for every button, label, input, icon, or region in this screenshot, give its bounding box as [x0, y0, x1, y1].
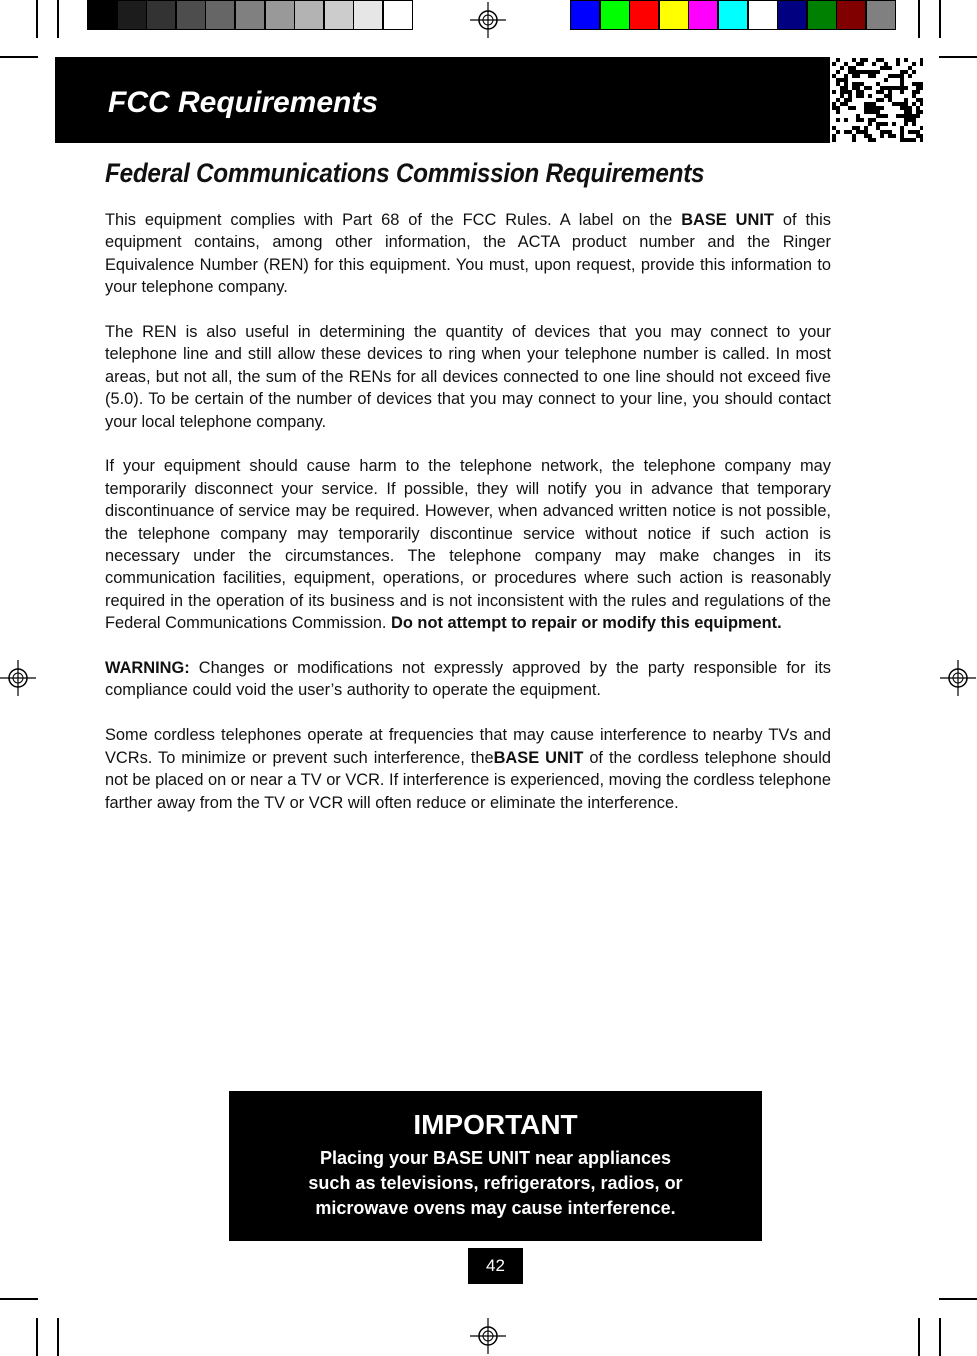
crop-mark: [57, 1318, 59, 1356]
important-notice-box: [229, 1091, 762, 1241]
crop-mark: [939, 1298, 977, 1300]
section-title: Federal Communications Commission Requirements: [105, 158, 705, 188]
color-swatch: [807, 0, 837, 30]
color-swatch: [866, 0, 896, 30]
paragraph-1: This equipment complies with Part 68 of the FCC Rules. A label on the BASE UNIT of this equipment contains, among other information, the ACTA product number and the Ringer Equivalence Number (REN) for this equipment. You must, upon request, provide this information to your telephone company.: [105, 211, 831, 297]
color-swatch: [688, 0, 718, 30]
crop-mark: [939, 56, 977, 58]
color-swatch: [777, 0, 807, 30]
color-swatch: [659, 0, 689, 30]
body-text: [105, 209, 831, 836]
crop-mark: [0, 56, 38, 58]
crop-mark: [36, 0, 38, 38]
crop-mark: [939, 0, 941, 38]
gray-swatch: [205, 0, 235, 30]
color-swatch: [570, 0, 600, 30]
gray-swatch: [146, 0, 176, 30]
important-text: Placing your BASE UNIT near appliances such as televisions, refrigerators, radios, or microwave ovens may cause interference.: [308, 1148, 683, 1218]
crop-mark: [36, 1318, 38, 1356]
crop-mark: [57, 0, 59, 38]
gray-swatch: [117, 0, 147, 30]
crop-mark: [918, 1318, 920, 1356]
gray-swatch: [383, 0, 413, 30]
page-number: 42: [468, 1248, 523, 1284]
paragraph-2: The REN is also useful in determining the quantity of devices that you may connect to your telephone line and still allow these devices to ring when your telephone number is called. In most areas, but not all, the sum of the RENs for all devices connected to one line should not exceed five (5.0). To be certain of the number of devices that you may connect to your line, you should contact your local telephone company.: [105, 323, 831, 431]
color-swatch: [748, 0, 778, 30]
gray-swatch: [235, 0, 265, 30]
color-swatch: [836, 0, 866, 30]
page-title: FCC Requirements: [108, 86, 379, 119]
registration-mark-icon: [470, 1318, 506, 1354]
barcode-icon: [830, 57, 923, 143]
color-swatch: [600, 0, 630, 30]
gray-swatch: [265, 0, 295, 30]
gray-swatch: [294, 0, 324, 30]
crop-mark: [939, 1318, 941, 1356]
color-swatch: [629, 0, 659, 30]
gray-swatch: [176, 0, 206, 30]
gray-swatch: [324, 0, 354, 30]
registration-mark-icon: [0, 660, 36, 696]
gray-swatch: [353, 0, 383, 30]
registration-mark-icon: [940, 660, 976, 696]
color-swatch: [718, 0, 748, 30]
crop-mark: [0, 1298, 38, 1300]
registration-mark-icon: [470, 2, 506, 38]
crop-mark: [918, 0, 920, 38]
paragraph-warning: WARNING: Changes or modifications not expressly approved by the party responsible for its compliance could void the user’s authority to operate the equipment.: [105, 659, 831, 700]
paragraph-5: Some cordless telephones operate at frequencies that may cause interference to nearby TVs and VCRs. To minimize or prevent such interference, theBASE UNIT of the cordless telephone should not be placed on or near a TV or VCR. If interference is experienced, moving the cordless telephone farther away from the TV or VCR will often reduce or eliminate the interference.: [105, 726, 831, 812]
gray-swatch: [87, 0, 117, 30]
paragraph-3: If your equipment should cause harm to the telephone network, the telephone company may temporarily disconnect your service. If possible, they will notify you in advance that temporary discontinuance of service may be required. However, when advanced written notice is not possible, the telephone company may temporarily discontinue service without notice if such action is necessary under the circumstances. The telephone company may make changes in its communication facilities, equipment, operations, or procedures where such action is reasonably required in the operation of its business and is not inconsistent with the rules and regulations of the Federal Communications Commission. Do not attempt to repair or modify this equipment.: [105, 457, 831, 633]
important-title: IMPORTANT: [413, 1109, 578, 1140]
